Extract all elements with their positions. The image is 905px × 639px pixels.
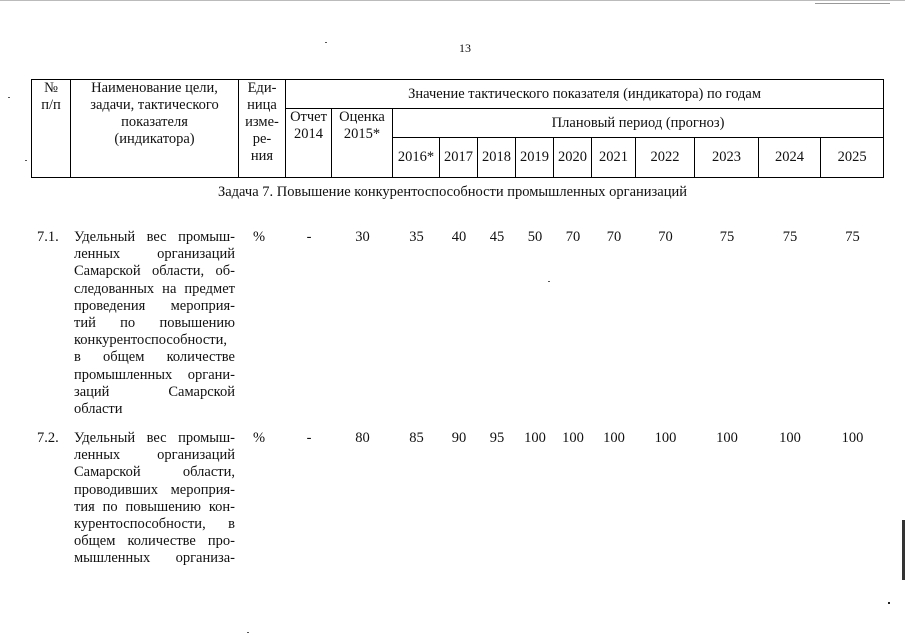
header-unit-line: ния [250,148,274,164]
scan-speck [25,160,27,161]
row-name-line: проведения мероприя- [74,297,235,314]
value-2015: 80 [355,430,370,446]
value-2015: 30 [355,229,370,245]
page-number: 13 [459,41,471,55]
header-unit-line: Еди- [247,80,277,96]
value-2021: 70 [606,229,622,245]
value-2014: - [306,229,312,245]
header-year: 2023 [695,138,759,178]
header-name-line: показателя [121,114,188,130]
header-report-line: Отчет [290,109,327,125]
header-estimate-cell [332,109,393,178]
value-2024: 75 [782,229,798,245]
header-year: 2017 [440,138,478,178]
value-2016: 85 [409,430,424,446]
top-edge-line-right [815,3,890,4]
row-name-line: мышленных организа- [74,550,235,567]
row-name-line: конкурентоспособности, [74,332,228,349]
row-name-line: ленных организаций [74,447,235,464]
top-edge-line [0,0,905,1]
header-name-cell [71,80,239,178]
header-plan-group: Плановый период (прогноз) [393,109,884,138]
header-name-line: Наименование цели, [91,80,218,96]
value-2017: 90 [451,430,467,446]
value-2023: 75 [719,229,735,245]
row-name-line: ленных организаций [74,246,235,263]
header-estimate-line: 2015* [343,126,381,142]
row-name-line: общем количестве про- [74,533,235,550]
row-name-line: тия по повышению кон- [74,498,235,515]
row-name-line: Удельный вес промыш- [74,430,235,446]
row-name-line: области [74,400,123,417]
value-2016: 35 [409,229,424,245]
header-year: 2019 [516,138,554,178]
header-year: 2018 [478,138,516,178]
row-name-line: Удельный вес промыш- [74,229,235,245]
header-report-cell [286,109,332,178]
header-unit-line: ница [247,97,277,113]
header-unit-line: изме- [245,114,279,130]
value-2022: 100 [654,430,677,446]
row-indicator-name [74,229,235,418]
value-2025: 75 [845,229,860,245]
header-unit-cell [239,80,286,178]
scan-speck [548,281,550,282]
row-indicator-name [74,430,235,568]
task-title: Задача 7. Повышение конкурентоспособности промышленных организаций [217,184,687,200]
row-number: 7.1. [37,229,59,245]
value-2019: 100 [524,430,546,446]
header-num-label: № [44,80,58,96]
scan-speck [325,42,327,43]
header-year: 2025 [821,138,884,178]
header-year: 2020 [554,138,592,178]
value-2020: 100 [562,430,584,446]
value-2025: 100 [841,430,864,446]
row-name-line: курентоспособности, в [74,515,235,532]
row-name-line: заций Самарской [74,383,235,400]
header-name-line: (индикатора) [114,131,195,147]
header-num-cell [32,80,71,178]
value-2014: - [306,430,312,446]
scan-speck [888,602,890,604]
header-name-line: задачи, тактического [90,97,219,113]
row-unit: % [253,430,266,446]
header-num-sub: п/п [41,97,61,113]
row-name-line: Самарской области, об- [74,263,235,280]
row-name-line: Самарской области, [74,464,235,481]
row-name-line: промышленных органи- [74,366,235,383]
value-2024: 100 [779,430,801,446]
row-name-line: тий по повышению [74,314,235,331]
row-unit: % [253,229,266,245]
row-name-line: проводивших мероприя- [74,481,235,498]
value-2020: 70 [565,229,581,245]
header-year: 2024 [759,138,821,178]
header-value-group: Значение тактического показателя (индикатора) по годам [286,80,884,109]
value-2017: 40 [451,229,467,245]
value-2021: 100 [603,430,625,446]
value-2019: 50 [527,229,543,245]
row-name-line: в общем количестве [74,349,235,366]
value-2023: 100 [716,430,738,446]
row-name-line: следованных на предмет [74,280,235,297]
header-report-line: 2014 [294,126,323,142]
row-number: 7.2. [37,430,59,446]
scan-speck [247,632,249,633]
header-unit-line: ре- [252,131,272,147]
header-year: 2022 [636,138,695,178]
indicator-table-header [31,79,884,178]
header-year: 2021 [592,138,636,178]
value-2018: 45 [489,229,505,245]
header-year: 2016* [393,138,440,178]
value-2018: 95 [489,430,505,446]
scan-speck [8,97,10,98]
header-estimate-line: Оценка [339,109,385,125]
value-2022: 70 [658,229,673,245]
